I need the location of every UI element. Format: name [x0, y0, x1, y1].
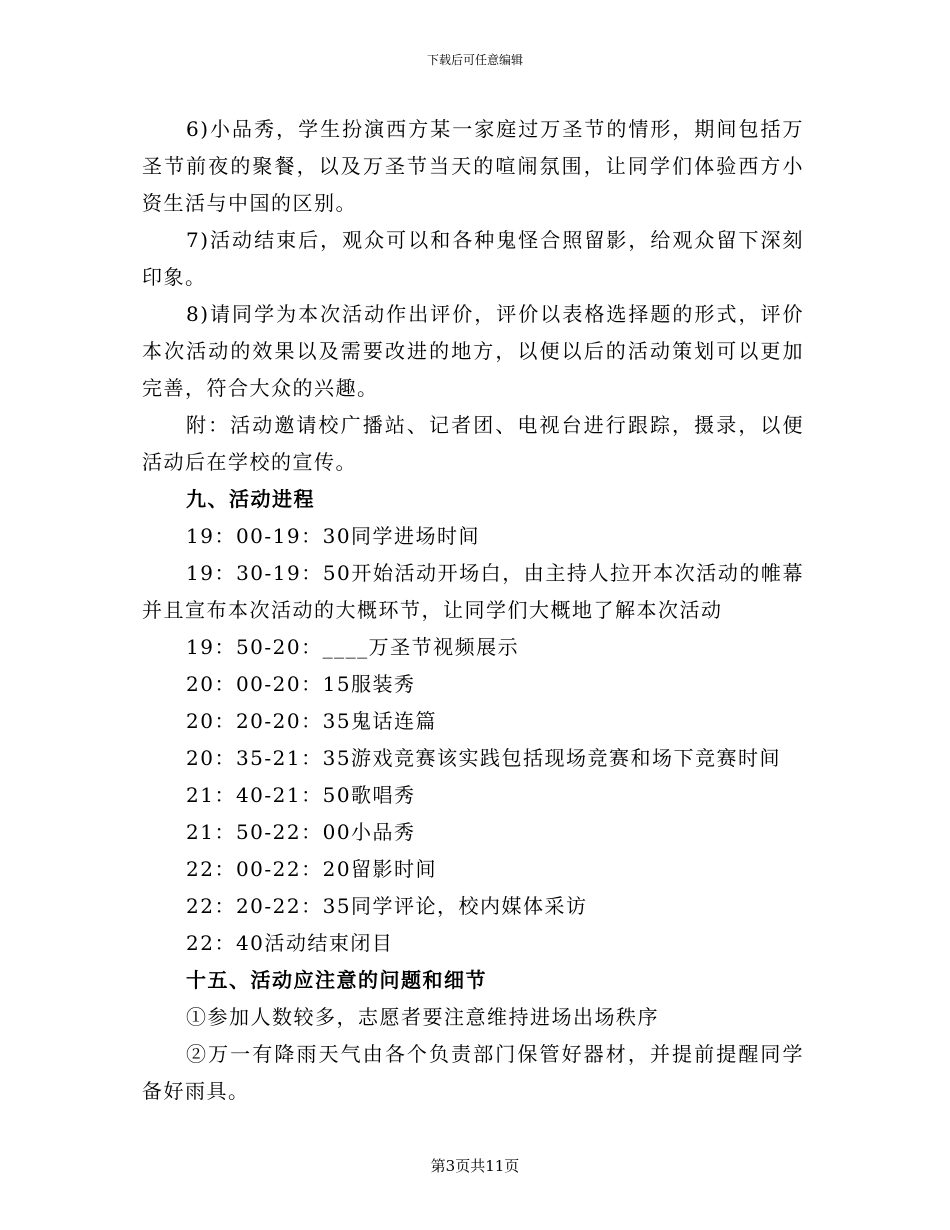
- schedule-item: 20：00-20：15服装秀: [186, 672, 416, 696]
- paragraph-item-7: 7)活动结束后，观众可以和各种鬼怪合照留影，给观众留下深刻印象。: [142, 228, 804, 289]
- page-header: 下载后可任意编辑: [426, 53, 523, 67]
- schedule-item: 19：30-19：50开始活动开场白，由主持人拉开本次活动的帷幕并且宣布本次活动的大概环节，让同学们大概地了解本次活动: [142, 561, 804, 622]
- schedule-item: 19：00-19：30同学进场时间: [186, 524, 481, 548]
- paragraph-appendix: 附：活动邀请校广播站、记者团、电视台进行跟踪，摄录，以便活动后在学校的宣传。: [142, 413, 804, 474]
- schedule-item: 22：40活动结束闭目: [186, 931, 394, 955]
- section-heading-schedule: 九、活动进程: [186, 487, 315, 511]
- schedule-item: 21：50-22：00小品秀: [186, 820, 416, 844]
- paragraph-item-8: 8)请同学为本次活动作出评价，评价以表格选择题的形式，评价本次活动的效果以及需要改进的地方，以便以后的活动策划可以更加完善，符合大众的兴趣。: [142, 302, 804, 400]
- schedule-item: 21：40-21：50歌唱秀: [186, 783, 416, 807]
- schedule-item: 20：20-20：35鬼话连篇: [186, 709, 438, 733]
- page-footer: 第3页共11页: [430, 1157, 520, 1175]
- schedule-item: 22：20-22：35同学评论，校内媒体采访: [186, 894, 588, 918]
- schedule-item: 20：35-21：35游戏竞赛该实践包括现场竞赛和场下竞赛时间: [186, 746, 782, 770]
- section-heading-notes: 十五、活动应注意的问题和细节: [186, 968, 487, 992]
- paragraph-item-6: 6)小品秀，学生扮演西方某一家庭过万圣节的情形，期间包括万圣节前夜的聚餐，以及万圣节当天的喧闹氛围，让同学们体验西方小资生活与中国的区别。: [142, 117, 804, 215]
- schedule-item: 19：50-20：____万圣节视频展示: [186, 635, 520, 659]
- note-item: ①参加人数较多，志愿者要注意维持进场出场秩序: [186, 1005, 659, 1029]
- schedule-item: 22：00-22：20留影时间: [186, 857, 438, 881]
- note-item: ②万一有降雨天气由各个负责部门保管好器材，并提前提醒同学备好雨具。: [142, 1042, 804, 1103]
- document-body: [142, 111, 804, 1110]
